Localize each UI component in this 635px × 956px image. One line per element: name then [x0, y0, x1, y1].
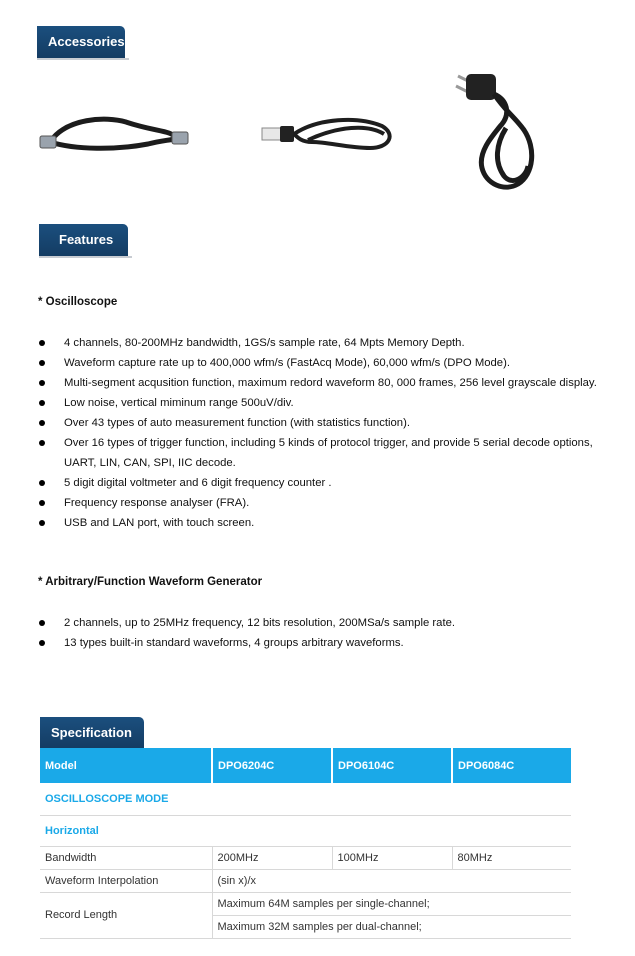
specification-title: Specification [51, 725, 132, 740]
list-item: 2 channels, up to 25MHz frequency, 12 bits resolution, 200MSa/s sample rate. [38, 613, 598, 633]
list-item: Over 43 types of auto measurement function (with statistics function). [38, 413, 598, 433]
header-dpo6204c: DPO6204C [212, 748, 332, 783]
list-item: 4 channels, 80-200MHz bandwidth, 1GS/s sample rate, 64 Mpts Memory Depth. [38, 333, 598, 353]
interpolation-label: Waveform Interpolation [40, 869, 212, 892]
power-cord-icon [448, 68, 544, 198]
header-dpo6084c: DPO6084C [452, 748, 571, 783]
list-item: Waveform capture rate up to 400,000 wfm/s (FastAcq Mode), 60,000 wfm/s (DPO Mode). [38, 353, 598, 373]
table-row [40, 846, 571, 869]
usb-cable-icon [258, 112, 396, 158]
bandwidth-value: 80MHz [452, 846, 571, 869]
bandwidth-label: Bandwidth [40, 846, 212, 869]
accessories-title: Accessories [48, 34, 125, 49]
oscilloscope-feature-list [38, 333, 598, 533]
header-dpo6104c: DPO6104C [332, 748, 452, 783]
table-row [40, 892, 571, 915]
table-row [40, 869, 571, 892]
bandwidth-value: 100MHz [332, 846, 452, 869]
table-header-row [40, 748, 571, 783]
list-item: Low noise, vertical miminum range 500uV/div. [38, 393, 598, 413]
accessories-heading [37, 26, 125, 58]
record-length-value: Maximum 64M samples per single-channel; [212, 892, 571, 915]
features-heading [39, 224, 128, 256]
list-item: 13 types built-in standard waveforms, 4 groups arbitrary waveforms. [38, 633, 598, 653]
record-length-value: Maximum 32M samples per dual-channel; [212, 915, 571, 938]
list-item: Over 16 types of trigger function, including 5 kinds of protocol trigger, and provide 5 serial decode options, UART, LIN, CAN, SPI, IIC decode. [38, 433, 598, 473]
section-row [40, 815, 571, 846]
specification-heading [40, 717, 144, 749]
record-length-label: Record Length [40, 892, 212, 938]
generator-feature-list [38, 613, 598, 653]
list-item: Frequency response analyser (FRA). [38, 493, 598, 513]
mode-row [40, 783, 571, 815]
generator-heading: * Arbitrary/Function Waveform Generator [38, 576, 263, 588]
bnc-cable-icon [36, 108, 192, 158]
oscilloscope-heading: * Oscilloscope [38, 296, 118, 308]
interpolation-value: (sin x)/x [212, 869, 571, 892]
header-model: Model [40, 748, 212, 783]
bandwidth-value: 200MHz [212, 846, 332, 869]
mode-label: OSCILLOSCOPE MODE [40, 783, 571, 815]
list-item: 5 digit digital voltmeter and 6 digit frequency counter . [38, 473, 598, 493]
features-title: Features [59, 232, 114, 247]
specification-table [40, 748, 571, 939]
section-label: Horizontal [40, 815, 571, 846]
list-item: Multi-segment acqusition function, maximum redord waveform 80, 000 frames, 256 level grayscale display. [38, 373, 598, 393]
list-item: USB and LAN port, with touch screen. [38, 513, 598, 533]
